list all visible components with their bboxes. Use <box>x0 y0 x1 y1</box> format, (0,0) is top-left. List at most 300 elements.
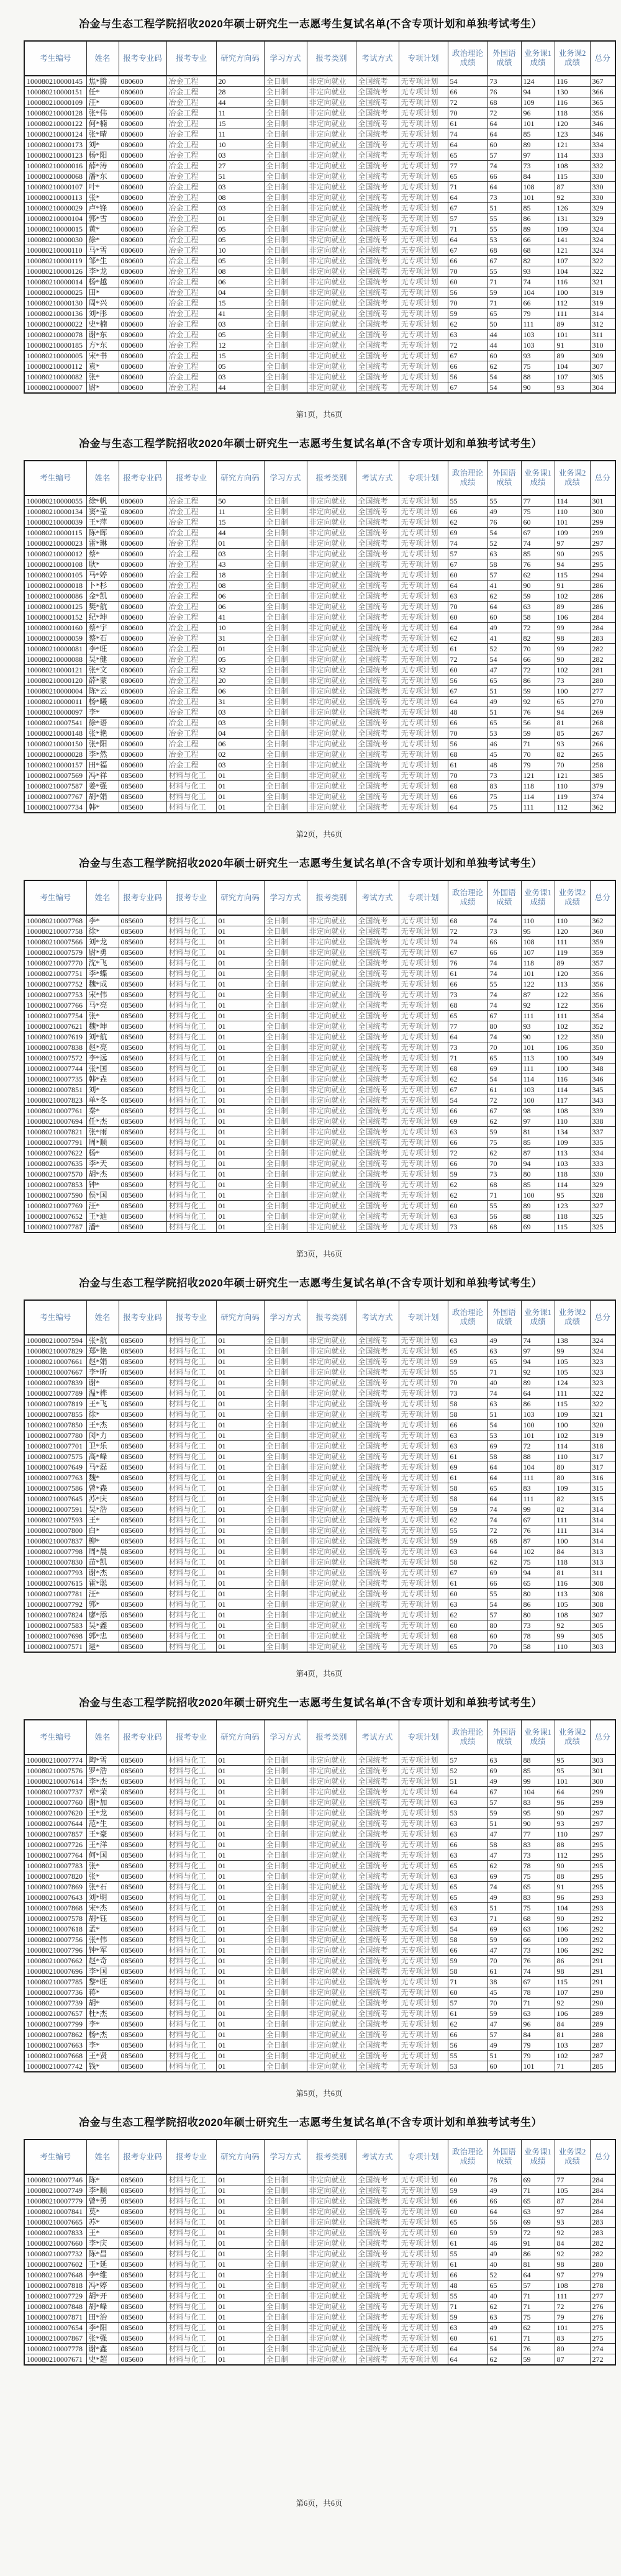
cell: 085600 <box>119 1755 166 1766</box>
cell: 无专项计划 <box>399 665 448 676</box>
cell: 100080210007662 <box>24 1956 86 1966</box>
cell: 尉*勇 <box>86 947 119 958</box>
cell: 全日制 <box>264 1483 307 1494</box>
cell: 64 <box>448 192 487 203</box>
cell: 全日制 <box>264 1935 307 1945</box>
cell: 张*伟 <box>86 1935 119 1945</box>
cell: 64 <box>487 2207 521 2217</box>
cell: 085600 <box>119 2196 166 2207</box>
cell: 无专项计划 <box>399 2312 448 2323</box>
cell: 81 <box>521 1127 555 1137</box>
cell: 295 <box>590 1871 615 1882</box>
page-section <box>0 420 621 839</box>
cell: 王* <box>86 1515 119 1525</box>
cell: 无专项计划 <box>399 718 448 728</box>
cell: 57 <box>448 214 487 224</box>
cell: 330 <box>590 1169 615 1180</box>
cell: 无专项计划 <box>399 129 448 140</box>
cell: 非定向就业 <box>307 771 356 781</box>
cell: 全国统考 <box>356 1819 399 1829</box>
cell: 277 <box>590 2291 615 2302</box>
cell: 01 <box>216 1000 264 1011</box>
cell: 01 <box>216 1409 264 1420</box>
header-cell: 报考专业 <box>166 2140 216 2174</box>
cell: 54 <box>487 528 521 538</box>
cell: 单*冬 <box>86 1095 119 1106</box>
cell: 95 <box>521 926 555 937</box>
cell: 100080210007862 <box>24 2030 86 2040</box>
cell: 53 <box>448 2061 487 2072</box>
cell: 100080210007749 <box>24 2185 86 2196</box>
cell: 66 <box>448 507 487 517</box>
cell: 085600 <box>119 2185 166 2196</box>
cell: 01 <box>216 947 264 958</box>
cell: 312 <box>590 319 615 330</box>
cell: 080600 <box>119 665 166 676</box>
cell: 57 <box>448 1998 487 2009</box>
cell: 89 <box>555 602 590 612</box>
cell: 无专项计划 <box>399 1589 448 1599</box>
cell: 全日制 <box>264 1998 307 2009</box>
header-cell: 政治理论 成绩 <box>448 461 487 495</box>
table-row <box>24 1776 615 1787</box>
cell: 无专项计划 <box>399 1335 448 1346</box>
header-cell: 学习方式 <box>264 41 307 76</box>
cell: 100080210007602 <box>24 2259 86 2270</box>
cell: 122 <box>555 1000 590 1011</box>
cell: 冯*祥 <box>86 771 119 781</box>
cell: 54 <box>448 76 487 87</box>
cell: 100080210007576 <box>24 1766 86 1776</box>
table-row <box>24 1190 615 1201</box>
cell: 100080210007648 <box>24 2270 86 2280</box>
cell: 无专项计划 <box>399 538 448 549</box>
cell: 085600 <box>119 1956 166 1966</box>
cell: 无专项计划 <box>399 1053 448 1064</box>
cell: 01 <box>216 2009 264 2019</box>
cell: 全日制 <box>264 937 307 947</box>
cell: 080600 <box>119 749 166 760</box>
cell: 59 <box>521 591 555 602</box>
cell: 冶金工程 <box>166 728 216 739</box>
cell: 01 <box>216 1399 264 1409</box>
cell: 无专项计划 <box>399 1547 448 1557</box>
cell: 全国统考 <box>356 2030 399 2040</box>
cell: 61 <box>448 969 487 979</box>
cell: 96 <box>521 2019 555 2030</box>
cell: 无专项计划 <box>399 1620 448 1631</box>
cell: 72 <box>521 623 555 633</box>
cell: 55 <box>448 495 487 507</box>
cell: 非定向就业 <box>307 749 356 760</box>
cell: 任* <box>86 87 119 97</box>
cell: 356 <box>590 990 615 1000</box>
cell: 92 <box>521 1367 555 1378</box>
cell: 非定向就业 <box>307 2270 356 2280</box>
table-row <box>24 245 615 256</box>
cell: 冶金工程 <box>166 256 216 266</box>
cell: 无专项计划 <box>399 87 448 97</box>
cell: 49 <box>487 697 521 707</box>
cell: 112 <box>555 298 590 309</box>
cell: 84 <box>555 2238 590 2249</box>
cell: 71 <box>487 277 521 287</box>
cell: 110 <box>555 1642 590 1653</box>
cell: 55 <box>487 1589 521 1599</box>
cell: 全日制 <box>264 2312 307 2323</box>
cell: 陈*昌 <box>86 2249 119 2259</box>
cell: 27 <box>216 161 264 171</box>
cell: 06 <box>216 686 264 697</box>
cell: 全日制 <box>264 1642 307 1653</box>
cell: 无专项计划 <box>399 1074 448 1085</box>
cell: 54 <box>487 1074 521 1085</box>
cell: 100080210007823 <box>24 1095 86 1106</box>
table-row <box>24 2051 615 2061</box>
cell: 111 <box>521 802 555 813</box>
cell: 60 <box>448 2207 487 2217</box>
cell: 全国统考 <box>356 1000 399 1011</box>
table-row <box>24 549 615 559</box>
cell: 080600 <box>119 739 166 749</box>
cell: 无专项计划 <box>399 1357 448 1367</box>
cell: 非定向就业 <box>307 150 356 161</box>
cell: 78 <box>521 1631 555 1642</box>
cell: 100080210007867 <box>24 2333 86 2344</box>
cell: 非定向就业 <box>307 979 356 990</box>
cell: 080600 <box>119 108 166 119</box>
cell: 99 <box>555 1631 590 1642</box>
cell: 85 <box>521 129 555 140</box>
cell: 全国统考 <box>356 1998 399 2009</box>
cell: 63 <box>521 2009 555 2019</box>
cell: 085600 <box>119 1074 166 1085</box>
cell: 霍*聪 <box>86 1578 119 1589</box>
cell: 无专项计划 <box>399 1201 448 1211</box>
table-row <box>24 1829 615 1840</box>
cell: 57 <box>521 2280 555 2291</box>
cell: 77 <box>448 1021 487 1032</box>
cell: 258 <box>590 760 615 771</box>
header-cell: 业务课1 成绩 <box>521 2140 555 2174</box>
cell: 卢*锋 <box>86 203 119 214</box>
cell: 120 <box>555 119 590 129</box>
cell: 61 <box>448 760 487 771</box>
cell: 苏*庆 <box>86 1494 119 1504</box>
cell: 全国统考 <box>356 1547 399 1557</box>
cell: 40 <box>487 1378 521 1388</box>
cell: 全日制 <box>264 182 307 192</box>
cell: 全日制 <box>264 979 307 990</box>
cell: 01 <box>216 1515 264 1525</box>
header-cell: 学习方式 <box>264 880 307 915</box>
cell: 100080210000107 <box>24 182 86 192</box>
cell: 全国统考 <box>356 2280 399 2291</box>
cell: 无专项计划 <box>399 1515 448 1525</box>
cell: 11 <box>216 108 264 119</box>
table-row <box>24 507 615 517</box>
cell: 李*旺 <box>86 644 119 654</box>
cell: 无专项计划 <box>399 749 448 760</box>
cell: 119 <box>555 792 590 802</box>
cell: 83 <box>555 2333 590 2344</box>
cell: 65 <box>448 1011 487 1021</box>
cell: 全日制 <box>264 559 307 570</box>
cell: 92 <box>555 2228 590 2238</box>
cell: 非定向就业 <box>307 802 356 813</box>
cell: 无专项计划 <box>399 1808 448 1819</box>
cell: 300 <box>590 507 615 517</box>
cell: 非定向就业 <box>307 1547 356 1557</box>
cell: 63 <box>521 602 555 612</box>
cell: 全国统考 <box>356 602 399 612</box>
cell: 01 <box>216 1525 264 1536</box>
cell: 材料与化工 <box>166 1525 216 1536</box>
cell: 冶金工程 <box>166 676 216 686</box>
cell: 无专项计划 <box>399 214 448 224</box>
cell: 325 <box>590 1211 615 1222</box>
cell: 71 <box>555 2061 590 2072</box>
cell: 无专项计划 <box>399 171 448 182</box>
cell: 89 <box>555 958 590 969</box>
cell: 63 <box>487 1755 521 1766</box>
results-table <box>24 460 616 813</box>
cell: 92 <box>521 1000 555 1011</box>
cell: 材料与化工 <box>166 1378 216 1388</box>
cell: 69 <box>487 1871 521 1882</box>
table-row <box>24 1924 615 1935</box>
cell: 全日制 <box>264 150 307 161</box>
cell: 085600 <box>119 1631 166 1642</box>
cell: 80 <box>487 1620 521 1631</box>
cell: 316 <box>590 1473 615 1483</box>
cell: 54 <box>487 2344 521 2354</box>
cell: 01 <box>216 990 264 1000</box>
cell: 100080210007649 <box>24 1462 86 1473</box>
cell: 材料与化工 <box>166 1116 216 1127</box>
cell: 无专项计划 <box>399 1409 448 1420</box>
cell: 无专项计划 <box>399 2280 448 2291</box>
cell: 无专项计划 <box>399 97 448 108</box>
cell: 100080210000157 <box>24 760 86 771</box>
cell: 280 <box>590 676 615 686</box>
cell: 085600 <box>119 1032 166 1042</box>
cell: 67 <box>487 1106 521 1116</box>
table-row <box>24 2302 615 2312</box>
cell: 085600 <box>119 2228 166 2238</box>
header-cell: 报考类别 <box>307 461 356 495</box>
cell: 100080210007583 <box>24 1620 86 1631</box>
cell: 01 <box>216 1494 264 1504</box>
table-row <box>24 287 615 298</box>
cell: 085600 <box>119 1536 166 1547</box>
cell: 100080210000097 <box>24 707 86 718</box>
cell: 全日制 <box>264 1053 307 1064</box>
cell: 085600 <box>119 1829 166 1840</box>
cell: 085600 <box>119 1935 166 1945</box>
cell: 无专项计划 <box>399 1462 448 1473</box>
cell: 01 <box>216 1829 264 1840</box>
cell: 无专项计划 <box>399 1861 448 1871</box>
cell: 085600 <box>119 2238 166 2249</box>
cell: 60 <box>448 2333 487 2344</box>
table-row <box>24 1977 615 1987</box>
cell: 113 <box>521 1053 555 1064</box>
cell: 323 <box>590 1367 615 1378</box>
table-row <box>24 1956 615 1966</box>
cell: 116 <box>555 277 590 287</box>
cell: 材料与化工 <box>166 1871 216 1882</box>
cell: 李*天 <box>86 1159 119 1169</box>
cell: 085600 <box>119 1568 166 1578</box>
cell: 全国统考 <box>356 1190 399 1201</box>
cell: 材料与化工 <box>166 1137 216 1148</box>
cell: 材料与化工 <box>166 2217 216 2228</box>
cell: 73 <box>487 192 521 203</box>
cell: 全国统考 <box>356 97 399 108</box>
cell: 292 <box>590 1945 615 1956</box>
header-cell: 姓名 <box>86 2140 119 2174</box>
cell: 卫*乐 <box>86 1441 119 1452</box>
cell: 魏*成 <box>86 979 119 990</box>
cell: 64 <box>521 2270 555 2280</box>
cell: 非定向就业 <box>307 969 356 979</box>
cell: 110 <box>555 1116 590 1127</box>
cell: 材料与化工 <box>166 1011 216 1021</box>
cell: 全日制 <box>264 792 307 802</box>
cell: 085600 <box>119 2040 166 2051</box>
cell: 81 <box>555 2030 590 2040</box>
cell: 全日制 <box>264 1525 307 1536</box>
cell: 材料与化工 <box>166 1755 216 1766</box>
cell: 318 <box>590 1441 615 1452</box>
cell: 080600 <box>119 559 166 570</box>
cell: 100080210000115 <box>24 528 86 538</box>
cell: 无专项计划 <box>399 1829 448 1840</box>
cell: 322 <box>590 1388 615 1399</box>
cell: 71 <box>487 1914 521 1924</box>
cell: 51 <box>487 1903 521 1914</box>
cell: 无专项计划 <box>399 2030 448 2040</box>
cell: 276 <box>590 2302 615 2312</box>
cell: 20 <box>216 676 264 686</box>
cell: 张*航 <box>86 1335 119 1346</box>
cell: 085600 <box>119 1787 166 1797</box>
cell: 51 <box>487 1409 521 1420</box>
cell: 材料与化工 <box>166 1420 216 1430</box>
cell: 63 <box>487 1399 521 1409</box>
cell: 70 <box>448 728 487 739</box>
cell: 材料与化工 <box>166 2196 216 2207</box>
cell: 无专项计划 <box>399 340 448 351</box>
cell: 60 <box>448 665 487 676</box>
cell: 75 <box>487 1137 521 1148</box>
cell: 52 <box>487 2270 521 2280</box>
cell: 95 <box>555 1755 590 1766</box>
table-row <box>24 802 615 813</box>
cell: 55 <box>487 979 521 990</box>
cell: 100080210000113 <box>24 192 86 203</box>
cell: 全日制 <box>264 781 307 792</box>
table-row <box>24 1871 615 1882</box>
cell: 非定向就业 <box>307 1966 356 1977</box>
cell: 085600 <box>119 1557 166 1568</box>
cell: 61 <box>487 1966 521 1977</box>
cell: 材料与化工 <box>166 937 216 947</box>
table-row <box>24 108 615 119</box>
cell: 宋*伟 <box>86 990 119 1000</box>
cell: 03 <box>216 707 264 718</box>
cell: 77 <box>521 495 555 507</box>
cell: 100080210000120 <box>24 676 86 686</box>
cell: 60 <box>448 570 487 581</box>
table-row <box>24 2291 615 2302</box>
cell: 材料与化工 <box>166 1776 216 1787</box>
cell: 085600 <box>119 2174 166 2185</box>
cell: 非定向就业 <box>307 958 356 969</box>
header-cell: 外国语 成绩 <box>487 1720 521 1755</box>
table-row <box>24 1850 615 1861</box>
cell: 62 <box>487 1116 521 1127</box>
table-row <box>24 256 615 266</box>
cell: 非定向就业 <box>307 947 356 958</box>
cell: 96 <box>555 1797 590 1808</box>
cell: 348 <box>590 1064 615 1074</box>
table-row <box>24 1892 615 1903</box>
cell: 全国统考 <box>356 340 399 351</box>
cell: 100080210007768 <box>24 915 86 926</box>
cell: 全日制 <box>264 1222 307 1233</box>
cell: 全日制 <box>264 87 307 97</box>
cell: 01 <box>216 1504 264 1515</box>
cell: 汪* <box>86 1589 119 1599</box>
cell: 谢*鑫 <box>86 2344 119 2354</box>
cell: 冶金工程 <box>166 549 216 559</box>
cell: 无专项计划 <box>399 2354 448 2366</box>
cell: 085600 <box>119 2207 166 2217</box>
cell: 全国统考 <box>356 1201 399 1211</box>
cell: 材料与化工 <box>166 1861 216 1871</box>
cell: 100080210007869 <box>24 1882 86 1892</box>
cell: 材料与化工 <box>166 1966 216 1977</box>
cell: 325 <box>590 1222 615 1233</box>
cell: 085600 <box>119 1924 166 1935</box>
cell: 83 <box>521 1892 555 1903</box>
cell: 120 <box>555 926 590 937</box>
cell: 279 <box>590 2270 615 2280</box>
cell: 非定向就业 <box>307 1399 356 1409</box>
cell: 100080210000023 <box>24 538 86 549</box>
cell: 65 <box>555 697 590 707</box>
cell: 魏*坤 <box>86 1021 119 1032</box>
cell: 无专项计划 <box>399 1106 448 1116</box>
table-row <box>24 926 615 937</box>
header-cell: 总分 <box>590 2140 615 2174</box>
header-cell: 报考专业码 <box>119 1720 166 1755</box>
header-cell: 研究方向码 <box>216 461 264 495</box>
cell: 62 <box>521 2323 555 2333</box>
cell: 080600 <box>119 140 166 150</box>
header-cell: 政治理论 成绩 <box>448 1300 487 1335</box>
cell: 115 <box>555 171 590 182</box>
cell: 100080210007732 <box>24 2249 86 2259</box>
cell: 100080210000128 <box>24 108 86 119</box>
cell: 92 <box>555 1620 590 1631</box>
table-row <box>24 1346 615 1357</box>
cell: 非定向就业 <box>307 1000 356 1011</box>
cell: 全日制 <box>264 1169 307 1180</box>
cell: 无专项计划 <box>399 990 448 1000</box>
